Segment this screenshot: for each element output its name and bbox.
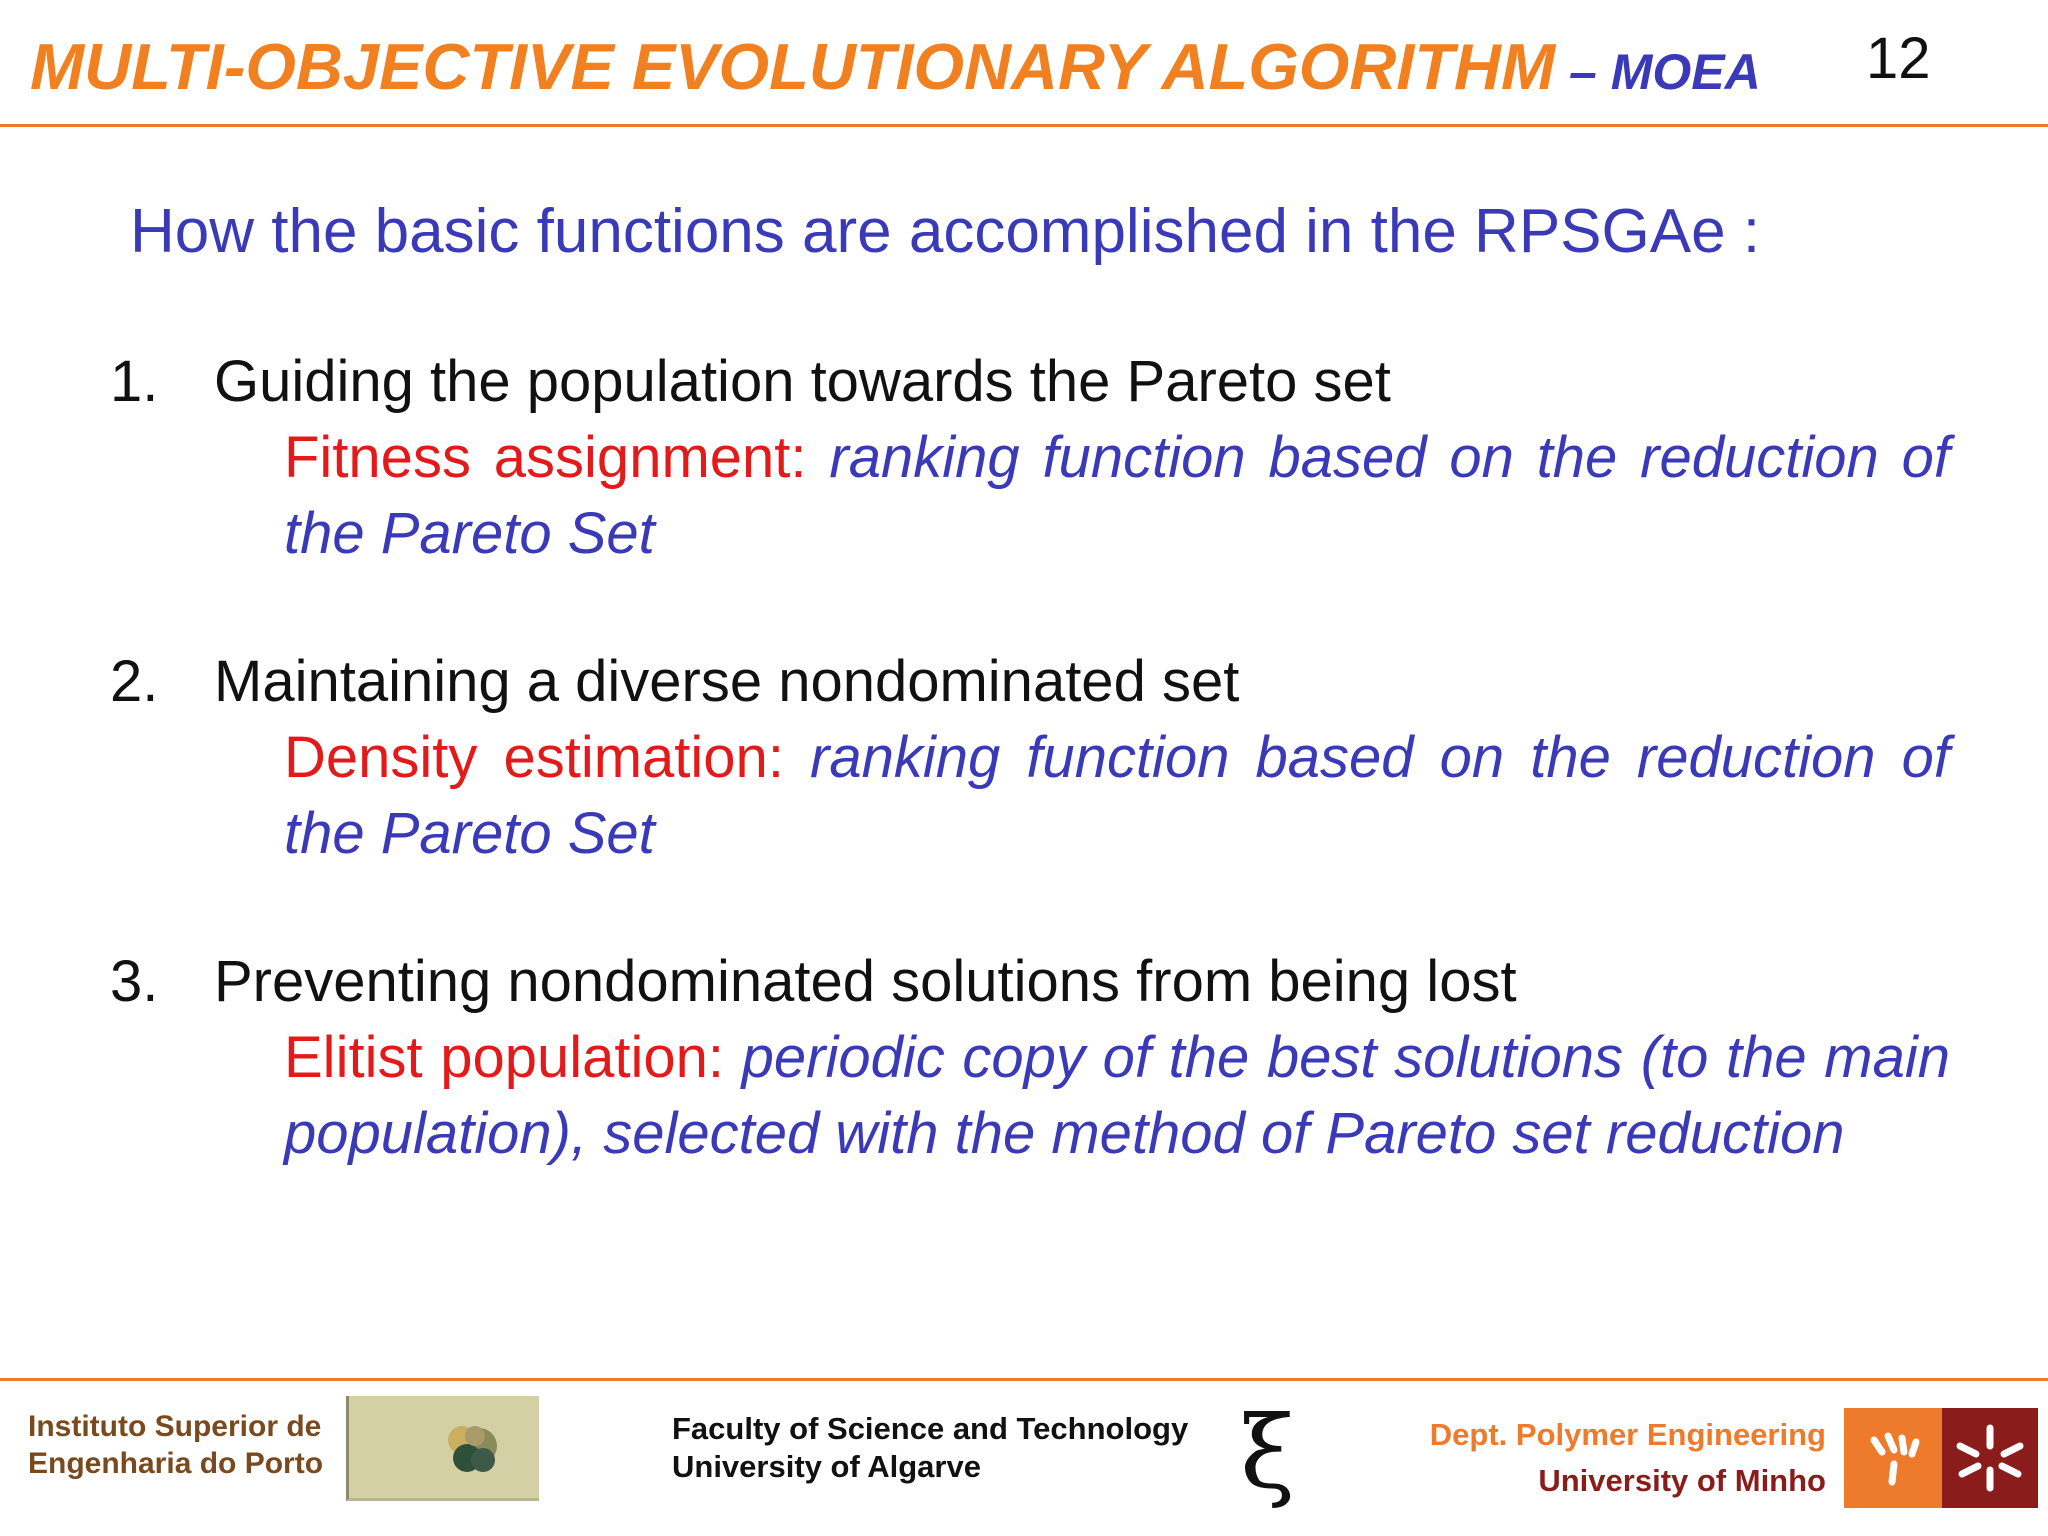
item-heading: Maintaining a diverse nondominated set — [214, 649, 1240, 714]
footer-center-line1: Faculty of Science and Technology — [672, 1411, 1189, 1446]
isep-logo — [346, 1396, 539, 1501]
item-explanation: ranking function based on the reduction of the Pareto Set — [284, 725, 1950, 866]
footer-algarve-name — [672, 1410, 1188, 1486]
item-number: 1. — [110, 349, 159, 414]
footer-right-line2: University of Minho — [1538, 1463, 1826, 1498]
list-item — [110, 644, 1950, 872]
minho-logo-orange-icon — [1844, 1408, 1942, 1508]
item-term: Density estimation: — [284, 725, 784, 790]
item-heading-row — [110, 944, 1950, 1020]
title-acronym: MOEA — [1610, 44, 1761, 100]
item-explanation: periodic copy of the best solutions (to the main population), selected with the method of Pareto set reduction — [284, 1025, 1951, 1166]
isep-logo-mark-icon — [349, 1396, 539, 1498]
footer-divider — [0, 1378, 2048, 1381]
item-heading-row — [110, 344, 1950, 420]
item-term: Elitist population: — [284, 1025, 725, 1090]
footer-left-line1: Instituto Superior de — [28, 1410, 322, 1443]
footer-minho-name — [1430, 1412, 1826, 1504]
title-dash: – — [1555, 44, 1611, 100]
item-number: 3. — [110, 949, 159, 1014]
header-divider — [0, 124, 2048, 127]
minho-logo-red-icon — [1942, 1408, 2038, 1508]
slide-title — [30, 22, 1930, 112]
footer-left-line2: Engenharia do Porto — [28, 1447, 324, 1480]
item-description — [284, 720, 1950, 872]
footer-right-line1: Dept. Polymer Engineering — [1429, 1417, 1826, 1452]
page-number: 12 — [1866, 26, 1931, 91]
title-main: MULTI-OBJECTIVE EVOLUTIONARY ALGORITHM — [30, 30, 1556, 103]
item-explanation: ranking function based on the reduction of the Pareto Set — [284, 425, 1950, 566]
xi-symbol-icon: ξ — [1240, 1394, 1296, 1511]
item-description — [284, 1020, 1950, 1172]
list-item — [110, 944, 1950, 1172]
slide-subtitle: How the basic functions are accomplished in the RPSGAe : — [130, 197, 1761, 266]
item-term: Fitness assignment: — [284, 425, 807, 490]
footer-isep-name — [28, 1408, 323, 1482]
item-number: 2. — [110, 649, 159, 714]
item-heading: Guiding the population towards the Pareto set — [214, 349, 1391, 414]
footer-center-line2: University of Algarve — [672, 1449, 981, 1484]
list-item — [110, 344, 1950, 572]
item-heading-row — [110, 644, 1950, 720]
item-description — [284, 420, 1950, 572]
item-heading: Preventing nondominated solutions from being lost — [214, 949, 1517, 1014]
